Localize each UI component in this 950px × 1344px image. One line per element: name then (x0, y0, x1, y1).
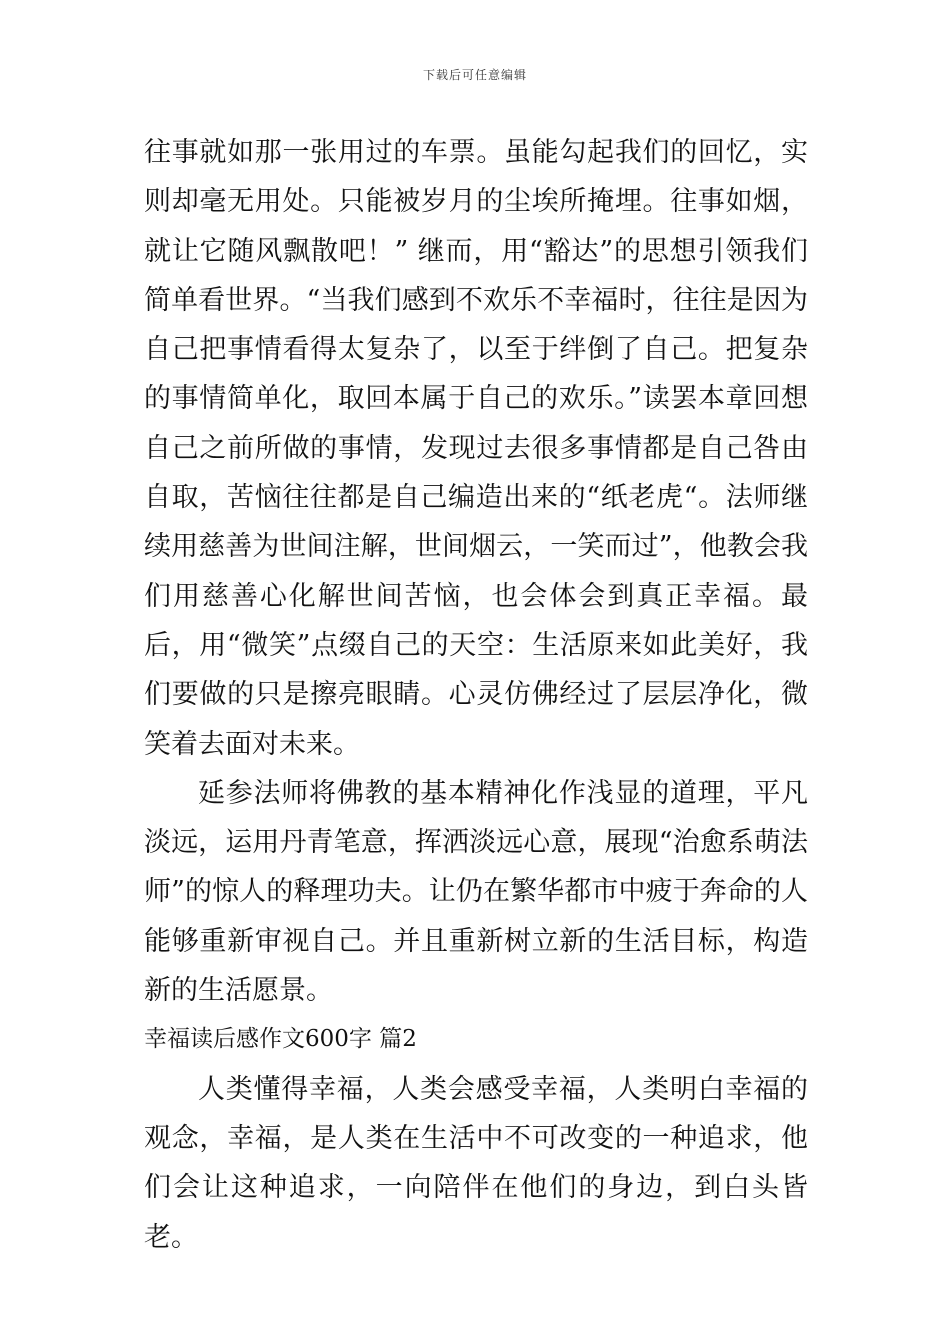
document-body (144, 128, 808, 1262)
paragraph-3: 人类懂得幸福，人类会感受幸福，人类明白幸福的观念，幸福，是人类在生活中不可改变的一种追求，他们会让这种追求，一向陪伴在他们的身边，到白头皆老。 (144, 1073, 808, 1253)
paragraph-1: 往事就如那一张用过的车票。虽能勾起我们的回忆，实则却毫无用处。只能被岁月的尘埃所掩埋。往事如烟，就让它随风飘散吧！” 继而，用“豁达”的思想引领我们简单看世界。“当我们感到不欢乐不幸福时，往往是因为自己把事情看得太复杂了，以至于绊倒了自己。把复杂的事情简单化，取回本属于自己的欢乐。”读罢本章回想自己之前所做的事情，发现过去很多事情都是自己咎由自取，苦恼往往都是自己编造出来的“纸老虎“。法师继续用慈善为世间注解，世间烟云，一笑而过”，他教会我们用慈善心化解世间苦恼，也会体会到真正幸福。最后，用“微笑”点缀自己的天空：生活原来如此美好，我们要做的只是擦亮眼睛。心灵仿佛经过了层层净化，微笑着去面对未来。 (144, 137, 808, 760)
section-heading: 幸福读后感作文600字 篇2 (144, 1026, 417, 1053)
page-header-note: 下载后可任意编辑 (422, 68, 527, 82)
paragraph-2: 延参法师将佛教的基本精神化作浅显的道理，平凡淡远，运用丹青笔意，挥洒淡远心意，展现“治愈系萌法师”的惊人的释理功夫。让仍在繁华都市中疲于奔命的人能够重新审视自己。并且重新树立新的生活目标，构造新的生活愿景。 (144, 777, 808, 1007)
